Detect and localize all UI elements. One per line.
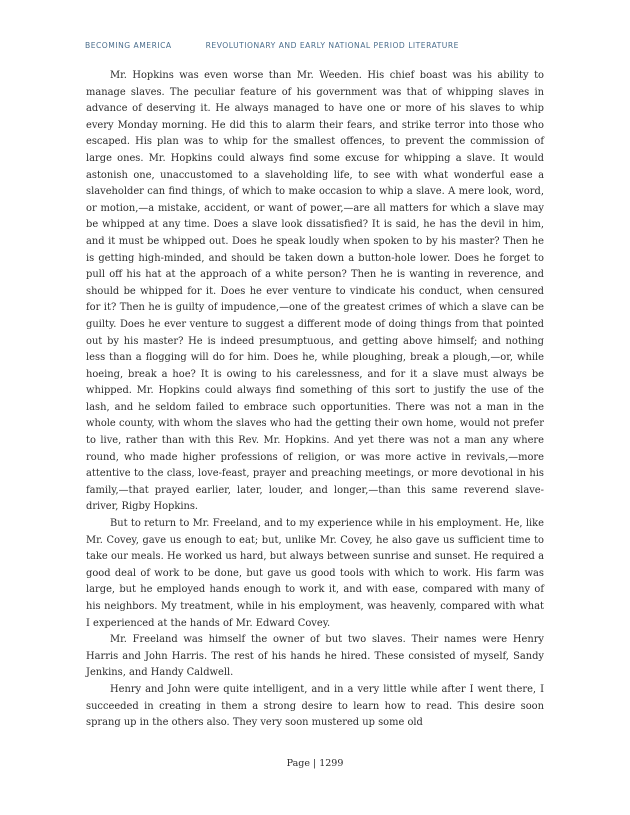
- paragraph: Henry and John were quite intelligent, and in a very little while after I went there, I succeeded in creating in them a strong desire to learn how to read. This desire soon sprang up in the others also. They very soon mustered up some old: [86, 683, 544, 729]
- paragraph: Mr. Hopkins was even worse than Mr. Weeden. His chief boast was his ability to manage slaves. The peculiar feature of his government was that of whipping slaves in advance of deserving it. He always managed to have one or more of his slaves to whip every Monday morning. He did this to alarm their fears, and strike terror into those who escaped. His plan was to whip for the smallest offences, to prevent the commission of large ones. Mr. Hopkins could always find some excuse for whipping a slave. It would astonish one, unaccustomed to a slaveholding life, to see with what wonderful ease a slaveholder can find things, of which to make occasion to whip a slave. A mere look, word, or motion,—a mistake, accident, or want of power,—are all matters for which a slave may be whipped at any time. Does a slave look dissatisfied? It is said, he has the devil in him, and it must be whipped out. Does he speak loudly when spoken to by his master? Then he is getting high-minded, and should be taken down a button-hole lower. Does he forget to pull off his hat at the approach of a white person? Then he is wanting in reverence, and should be whipped for it. Does he ever venture to vindicate his conduct, when censured for it? Then he is guilty of impudence,—one of the greatest crimes of which a slave can be guilty. Does he ever venture to suggest a different mode of doing things from that pointed out by his master? He is indeed presumptuous, and getting above himself; and nothing less than a flogging will do for him. Does he, while ploughing, break a plough,—or, while hoeing, break a hoe? It is owing to his carelessness, and for it a slave must always be whipped. Mr. Hopkins could always find something of this sort to justify the use of the lash, and he seldom failed to embrace such opportunities. There was not a man in the whole county, with whom the slaves who had the getting their own home, would not prefer to live, rather than with this Rev. Mr. Hopkins. And yet there was not a man any where round, who made higher professions of religion, or was more active in revivals,—more attentive to the class, love-feast, prayer and preaching meetings, or more devotional in his family,—that prayed earlier, later, louder, and longer,—than this same reverend slave-driver, Rigby Hopkins.: [86, 70, 544, 513]
- page-number: Page | 1299: [286, 758, 344, 769]
- paragraph: But to return to Mr. Freeland, and to my experience while in his employment. He, like Mr. Covey, gave us enough to eat; but, unlike Mr. Covey, he also gave us sufficient time to take our meals. He worked us hard, but always between sunrise and sunset. He required a good deal of work to be done, but gave us good tools with which to work. His farm was large, but he employed hands enough to work it, and with ease, compared with many of his neighbors. My treatment, while in his employment, was heavenly, compared with what I experienced at the hands of Mr. Edward Covey.: [86, 518, 544, 629]
- running-header: [85, 41, 545, 50]
- page-body: [86, 68, 544, 732]
- section-title: REVOLUTIONARY AND EARLY NATIONAL PERIOD LITERATURE: [205, 41, 459, 50]
- book-title: BECOMING AMERICA: [85, 41, 172, 50]
- paragraph: Mr. Freeland was himself the owner of but two slaves. Their names were Henry Harris and John Harris. The rest of his hands he hired. These consisted of myself, Sandy Jenkins, and Handy Caldwell.: [86, 634, 544, 679]
